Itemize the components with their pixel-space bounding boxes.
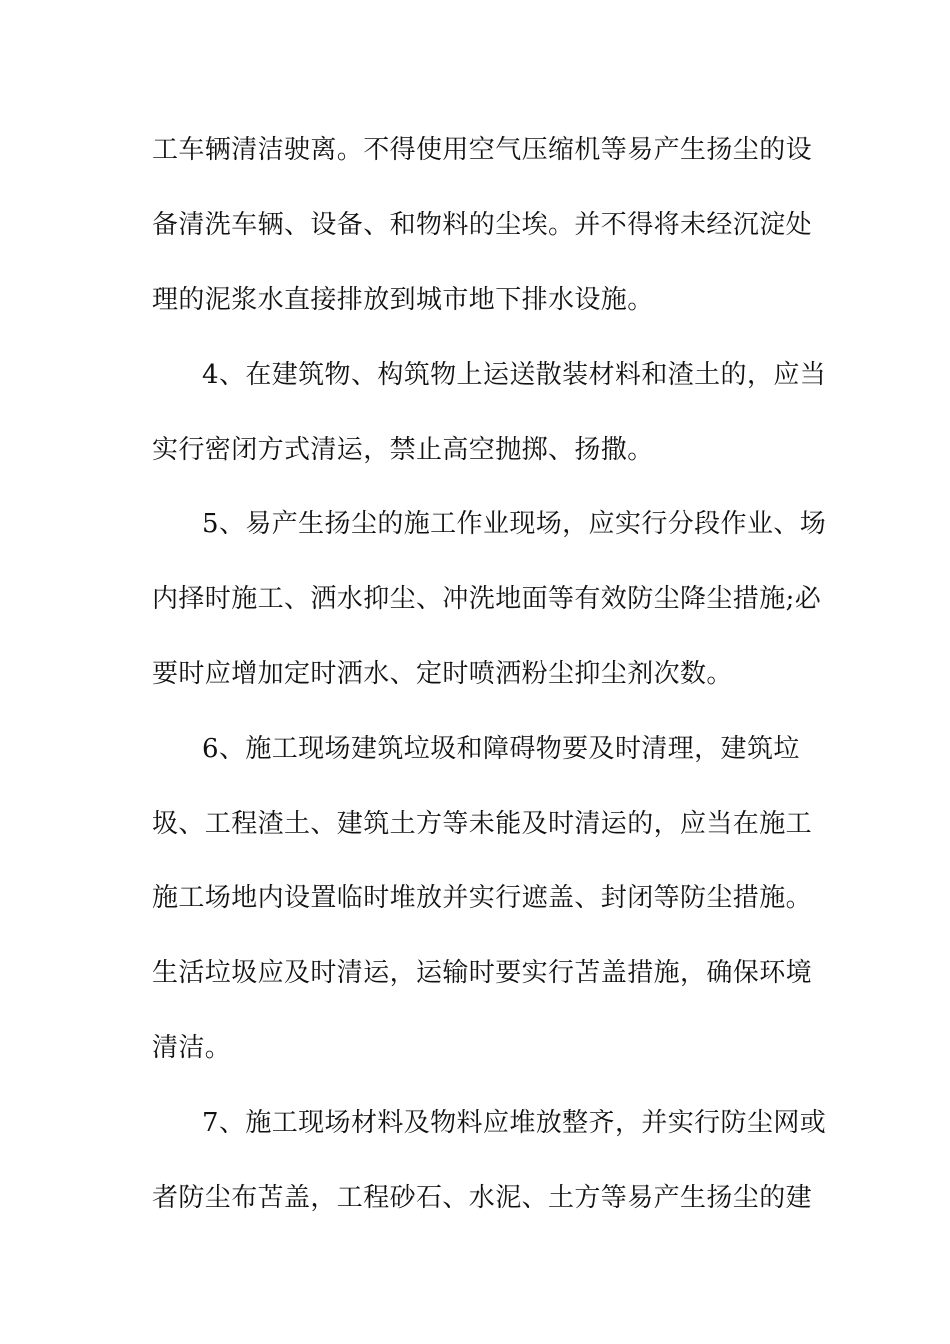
text-line: 内择时施工、洒水抑尘、冲洗地面等有效防尘降尘措施;必: [152, 584, 822, 614]
text-line: 理的泥浆水直接排放到城市地下排水设施。: [152, 285, 654, 315]
text-line: 者防尘布苫盖，工程砂石、水泥、土方等易产生扬尘的建: [152, 1183, 813, 1213]
text-line: 生活垃圾应及时清运，运输时要实行苫盖措施，确保环境: [152, 958, 813, 988]
text-line: 清洁。: [152, 1033, 232, 1063]
text-line: 要时应增加定时洒水、定时喷洒粉尘抑尘剂次数。: [152, 659, 733, 689]
text-line: 备清洗车辆、设备、和物料的尘埃。并不得将未经沉淀处: [152, 210, 813, 240]
paragraph-start-7: 7、施工现场材料及物料应堆放整齐，并实行防尘网或: [202, 1108, 827, 1138]
text-line: 圾、工程渣土、建筑土方等未能及时清运的，应当在施工: [152, 809, 813, 839]
text-line: 实行密闭方式清运，禁止高空抛掷、扬撒。: [152, 435, 654, 465]
paragraph-start-6: 6、施工现场建筑垃圾和障碍物要及时清理，建筑垃: [202, 734, 800, 764]
paragraph-start-4: 4、在建筑物、构筑物上运送散装材料和渣土的，应当: [202, 360, 827, 390]
text-line: 工车辆清洁驶离。不得使用空气压缩机等易产生扬尘的设: [152, 135, 813, 165]
text-line: 施工场地内设置临时堆放并实行遮盖、封闭等防尘措施。: [152, 883, 813, 913]
paragraph-start-5: 5、易产生扬尘的施工作业现场，应实行分段作业、场: [202, 509, 827, 539]
